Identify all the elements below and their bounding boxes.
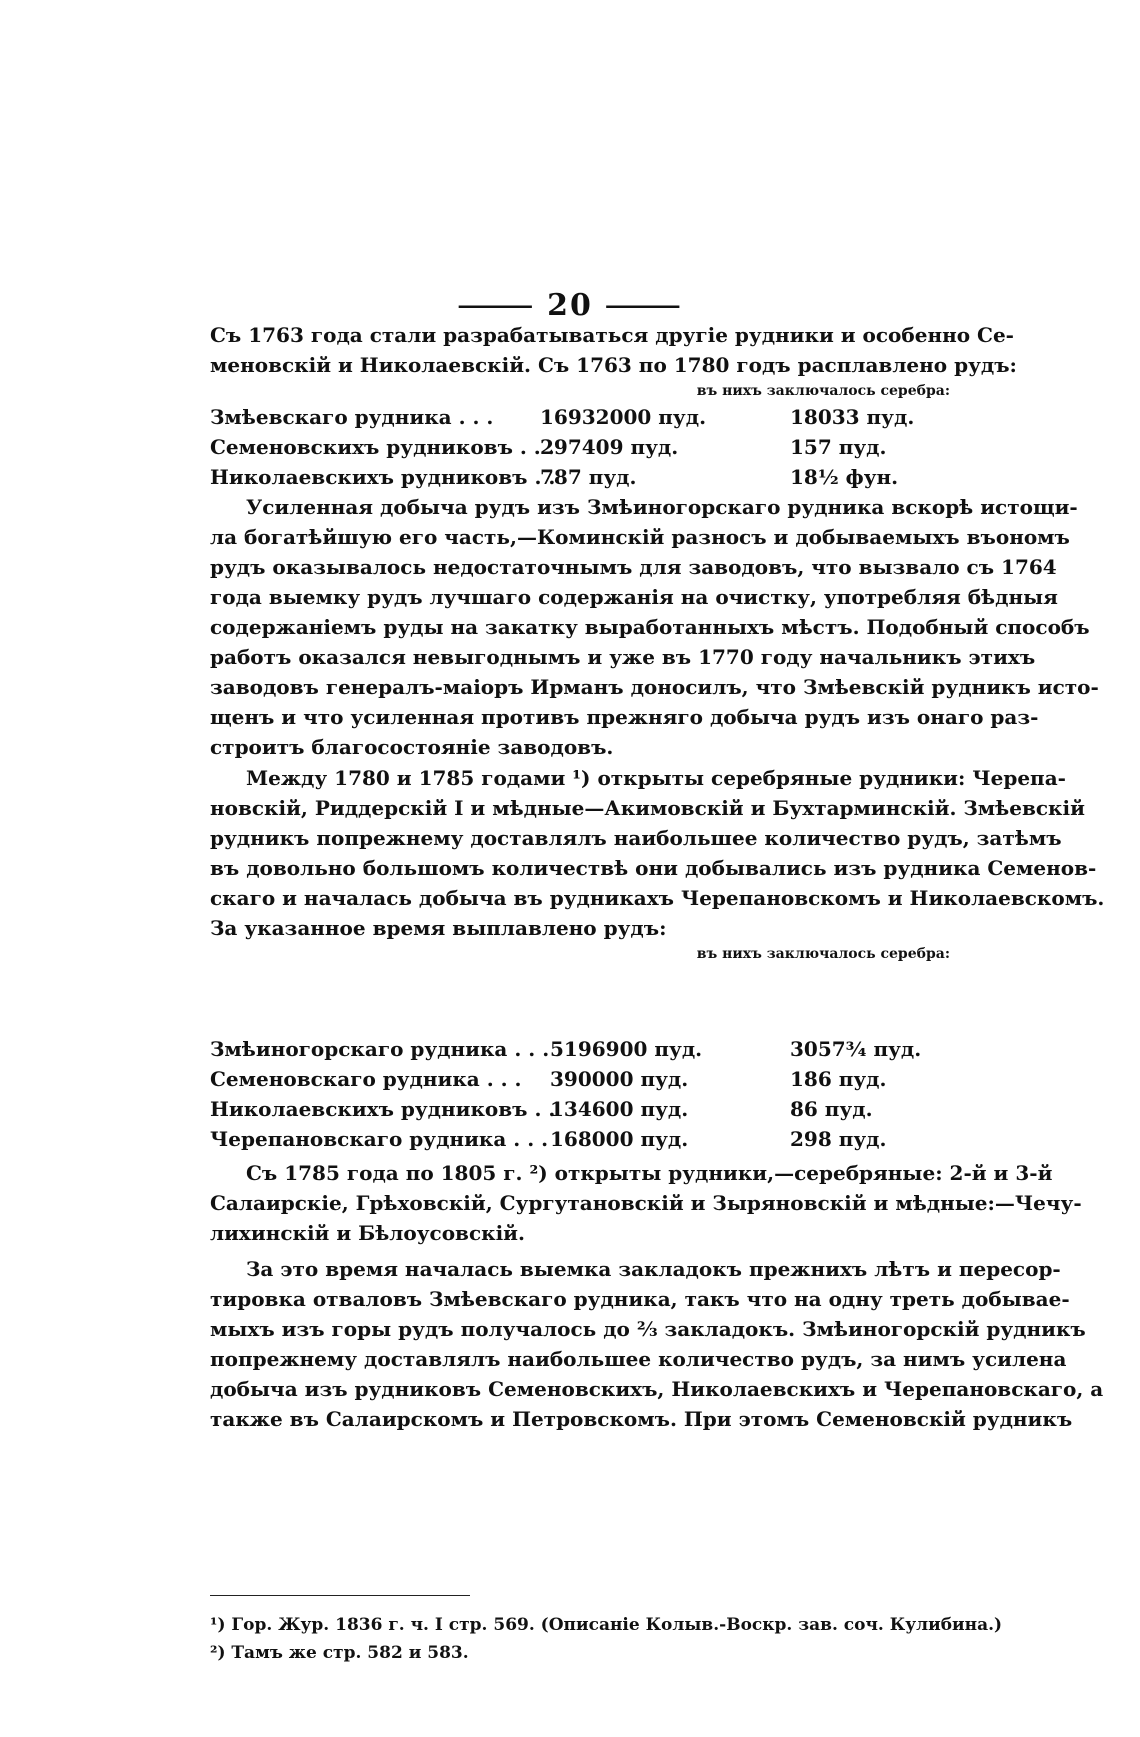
paragraph-1 — [210, 320, 1017, 402]
left-ornament-icon: ⸻ — [457, 288, 535, 323]
table-row: Николаевскихъ рудниковъ . . 134600 пуд. 86 пуд. — [210, 1097, 873, 1121]
text-line: ла богатѣйшую его часть,—Коминскій разносъ и добываемыхъ въономъ — [210, 525, 1070, 549]
text-line: добыча изъ рудниковъ Семеновскихъ, Николаевскихъ и Черепановскаго, а — [210, 1377, 1104, 1401]
text-line: содержаніемъ руды на закатку выработанныхъ мѣстъ. Подобный способъ — [210, 615, 1090, 639]
text-line: лихинскій и Бѣлоусовскій. — [210, 1221, 525, 1245]
text-line: щенъ и что усиленная противъ прежняго добыча рудъ изъ онаго раз- — [210, 705, 1039, 729]
text-line: За это время началась выемка закладокъ прежнихъ лѣтъ и пересор- — [246, 1257, 1061, 1281]
table-row: Николаевскихъ рудниковъ . . 787 пуд. 18½ фун. — [210, 465, 899, 489]
paragraph-2 — [210, 492, 1099, 762]
text-line: скаго и началась добыча въ рудникахъ Черепановскомъ и Николаевскомъ. — [210, 886, 1105, 910]
text-line: Съ 1785 года по 1805 г. ²) открыты рудники,—серебряные: 2-й и 3-й — [246, 1161, 1053, 1185]
text-line: мыхъ изъ горы рудъ получалось до ⅔ закладокъ. Змѣиногорскій рудникъ — [210, 1317, 1086, 1341]
table-row: Змѣиногорскаго рудника . . . 5196900 пуд. 3057¾ пуд. — [210, 1037, 922, 1061]
page-number: ⸻ 20 ⸻ — [0, 280, 1140, 324]
text-line: Усиленная добыча рудъ изъ Змѣиногорскаго рудника вскорѣ истощи- — [246, 495, 1078, 519]
text-line: также въ Салаирскомъ и Петровскомъ. При этомъ Семеновскій рудникъ — [210, 1407, 1073, 1431]
right-ornament-icon: ⸻ — [605, 288, 683, 323]
text-line: Салаирскіе, Грѣховскій, Сургутановскій и Зыряновскій и мѣдные:—Чечу- — [210, 1191, 1082, 1215]
table-row: Семеновскаго рудника . . . 390000 пуд. 186 пуд. — [210, 1067, 887, 1091]
text-line: За указанное время выплавлено рудъ: — [210, 916, 667, 940]
table-row: Семеновскихъ рудниковъ . . . 297409 пуд. 157 пуд. — [210, 435, 887, 459]
text-line: тировка отваловъ Змѣевскаго рудника, такъ что на одну треть добывае- — [210, 1287, 1070, 1311]
ore-table-2 — [210, 1034, 950, 1154]
text-line: рудъ оказывалось недостаточнымъ для заводовъ, что вызвало съ 1764 — [210, 555, 1057, 579]
text-line: рудникъ попрежнему доставлялъ наибольшее количество рудъ, затѣмъ — [210, 826, 1062, 850]
table-row: Змѣевскаго рудника . . . 16932000 пуд. 18033 пуд. — [210, 405, 915, 429]
paragraph-3 — [210, 763, 1105, 965]
footnote-2: ²) Тамъ же стр. 582 и 583. — [210, 1643, 469, 1663]
ore-table-1 — [210, 402, 950, 492]
paragraph-4 — [210, 1158, 1082, 1248]
text-line: Между 1780 и 1785 годами ¹) открыты серебряные рудники: Черепа- — [246, 766, 1066, 790]
table-row: Черепановскаго рудника . . . 168000 пуд. 298 пуд. — [210, 1127, 887, 1151]
text-line: меновскій и Николаевскій. Съ 1763 по 1780 годъ расплавлено рудъ: — [210, 353, 1017, 377]
text-line: года выемку рудъ лучшаго содержанія на очистку, употребляя бѣдныя — [210, 585, 1058, 609]
text-line: попрежнему доставлялъ наибольшее количество рудъ, за нимъ усилена — [210, 1347, 1067, 1371]
text-line: новскій, Риддерскій I и мѣдные—Акимовскій и Бухтарминскій. Змѣевскій — [210, 796, 1085, 820]
footnote-divider — [210, 1595, 470, 1596]
footnote-1: ¹) Гор. Жур. 1836 г. ч. I стр. 569. (Описаніе Колыв.-Воскр. зав. соч. Кулибина.) — [210, 1615, 1003, 1635]
text-line: заводовъ генералъ-маіоръ Ирманъ доносилъ, что Змѣевскій рудникъ исто- — [210, 675, 1099, 699]
text-line: въ довольно большомъ количествѣ они добывались изъ рудника Семенов- — [210, 856, 1097, 880]
table-header: въ нихъ заключалось серебра: — [696, 946, 950, 962]
text-line: строитъ благосостояніе заводовъ. — [210, 735, 614, 759]
text-line: работъ оказался невыгоднымъ и уже въ 1770 году начальникъ этихъ — [210, 645, 1036, 669]
table-header: въ нихъ заключалось серебра: — [696, 383, 950, 399]
paragraph-5 — [210, 1254, 1104, 1434]
text-line: Съ 1763 года стали разрабатываться другіе рудники и особенно Се- — [210, 323, 1014, 347]
